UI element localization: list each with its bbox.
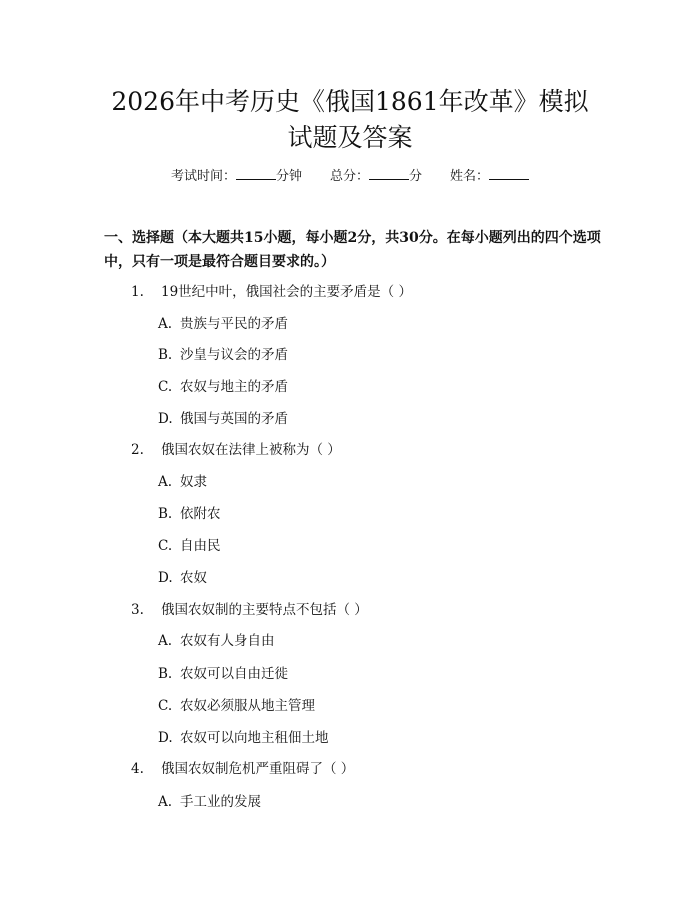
question-text: 俄国农奴制的主要特点不包括（ ） (161, 602, 368, 618)
score-unit: 分 (409, 169, 423, 184)
name-field (450, 167, 529, 187)
option-text: 俄国与英国的矛盾 (180, 411, 288, 427)
option-letter: A. (158, 794, 173, 810)
option-text: 农奴 (180, 570, 207, 586)
score-blank (369, 167, 409, 180)
question-1 (131, 282, 412, 302)
option-2c (158, 536, 221, 556)
time-label: 考试时间： (170, 169, 236, 184)
option-text: 农奴必须服从地主管理 (180, 698, 315, 714)
option-letter: C. (158, 538, 173, 554)
option-1a (158, 314, 288, 334)
option-text: 农奴与地主的矛盾 (180, 379, 288, 395)
question-number: 3. (131, 602, 144, 618)
option-2b (158, 504, 221, 524)
option-text: 贵族与平民的矛盾 (180, 316, 288, 332)
question-text: 19世纪中叶，俄国社会的主要矛盾是（ ） (161, 284, 412, 300)
option-letter: B. (158, 506, 173, 522)
option-text: 农奴有人身自由 (180, 633, 275, 649)
option-text: 奴隶 (180, 474, 207, 490)
option-letter: D. (158, 730, 173, 746)
option-letter: D. (158, 411, 173, 427)
exam-title-line1: 2026年中考历史《俄国1861年改革》模拟 (111, 87, 589, 116)
exam-meta (0, 167, 700, 187)
name-blank (489, 167, 529, 180)
exam-title-line2: 试题及答案 (287, 123, 413, 152)
time-field (171, 167, 302, 187)
option-text: 农奴可以自由迁徙 (180, 666, 288, 682)
option-3b (158, 664, 288, 684)
option-letter: C. (158, 698, 173, 714)
option-text: 手工业的发展 (180, 794, 261, 810)
option-letter: B. (158, 666, 173, 682)
question-3 (131, 600, 368, 620)
option-3d (158, 728, 329, 748)
question-number: 4. (131, 761, 144, 777)
score-label: 总分： (329, 169, 369, 184)
section-heading: 一、选择题（本大题共15小题，每小题2分，共30分。在每小题列出的四个选项中，只有一项是最符合题目要求的。） (104, 230, 601, 270)
option-text: 自由民 (180, 538, 221, 554)
name-label: 姓名： (450, 169, 490, 184)
option-1b (158, 345, 288, 365)
option-letter: A. (158, 633, 173, 649)
option-text: 农奴可以向地主租佃土地 (180, 730, 329, 746)
score-field (330, 167, 422, 187)
option-letter: B. (158, 347, 173, 363)
question-number: 2. (131, 442, 144, 458)
option-letter: A. (158, 474, 173, 490)
time-unit: 分钟 (275, 169, 302, 184)
option-2d (158, 568, 207, 588)
option-text: 沙皇与议会的矛盾 (180, 347, 288, 363)
option-3c (158, 696, 315, 716)
question-text: 俄国农奴在法律上被称为（ ） (161, 442, 341, 458)
time-blank (236, 167, 276, 180)
question-text: 俄国农奴制危机严重阻碍了（ ） (161, 761, 355, 777)
option-2a (158, 472, 207, 492)
question-number: 1. (131, 284, 144, 300)
option-text: 依附农 (180, 506, 221, 522)
option-letter: D. (158, 570, 173, 586)
option-1c (158, 377, 288, 397)
option-letter: A. (158, 316, 173, 332)
option-letter: C. (158, 379, 173, 395)
option-3a (158, 631, 275, 651)
question-4 (131, 759, 354, 779)
option-4a (158, 792, 261, 812)
option-1d (158, 409, 288, 429)
question-2 (131, 440, 341, 460)
